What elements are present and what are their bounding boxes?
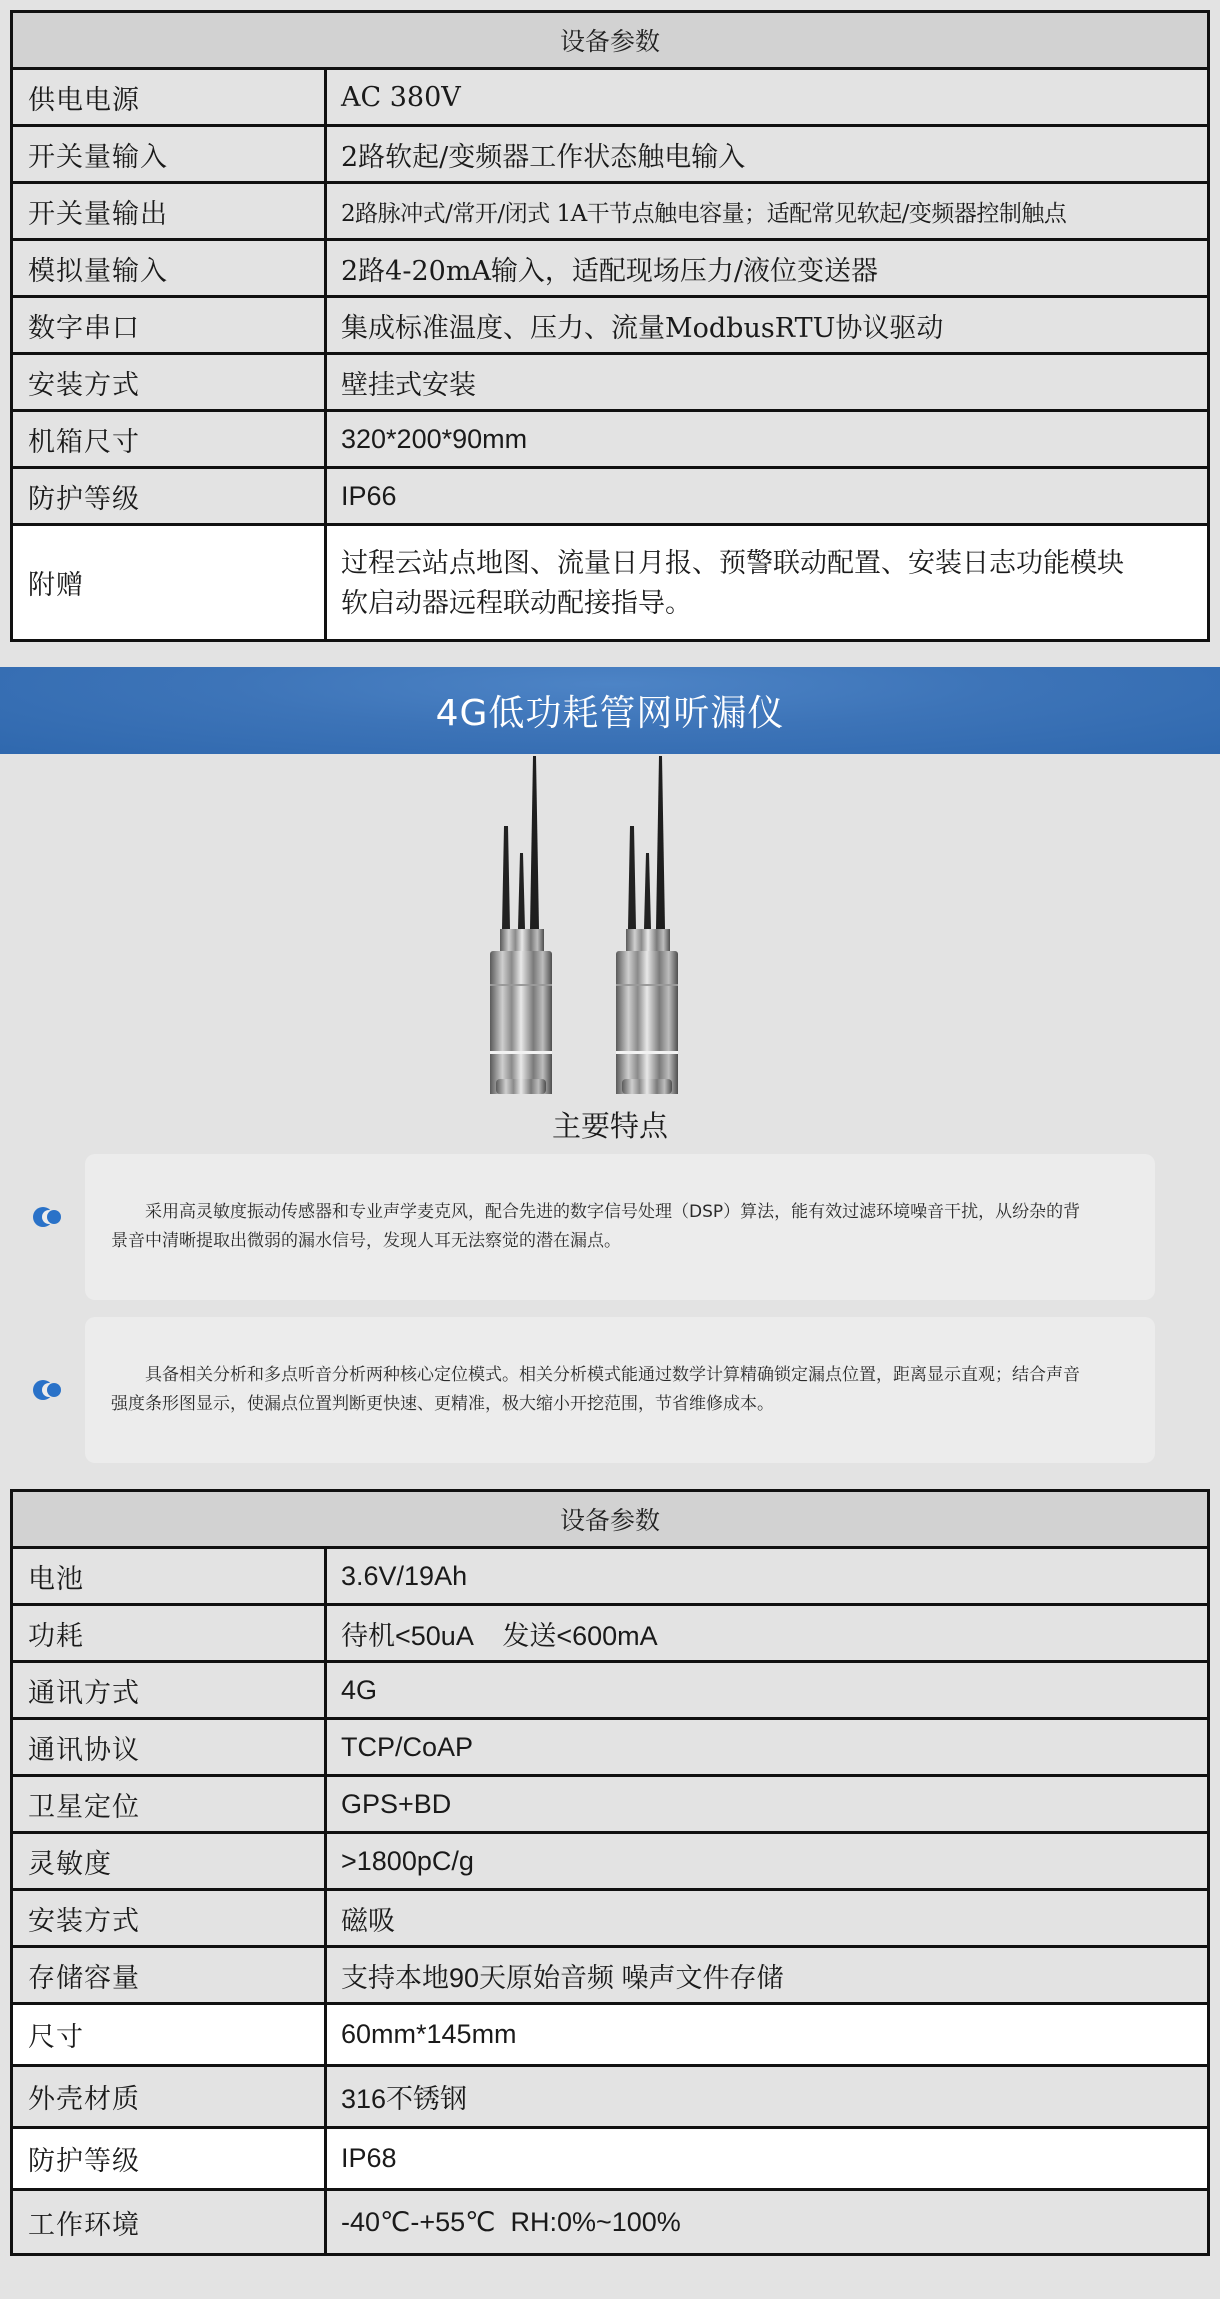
table-row <box>13 355 1207 412</box>
feature-text: 采用高灵敏度振动传感器和专业声学麦克风，配合先进的数字信号处理（DSP）算法，能有效过滤环境噪音干扰，从纷杂的背景音中清晰提取出微弱的漏水信号，发现人耳无法察觉的潜在漏点。 <box>111 1202 1081 1251</box>
table-row <box>13 1948 1207 2005</box>
row-label: 开关量输入 <box>13 127 327 181</box>
row-value: 2路4-20mA输入，适配现场压力/液位变送器 <box>341 255 879 287</box>
table-row <box>13 2191 1207 2253</box>
row-value: 磁吸 <box>341 1905 395 1936</box>
row-label: 通讯协议 <box>13 1720 327 1774</box>
row-value: 60mm*145mm <box>341 2019 517 2049</box>
table-row <box>13 526 1207 639</box>
row-label: 功耗 <box>13 1606 327 1660</box>
table-row <box>13 241 1207 298</box>
row-label: 通讯方式 <box>13 1663 327 1717</box>
row-label: 外壳材质 <box>13 2067 327 2126</box>
row-label: 尺寸 <box>13 2005 327 2064</box>
table-row <box>13 2005 1207 2067</box>
table-row <box>13 469 1207 526</box>
table-row <box>13 1549 1207 1606</box>
table-row <box>13 70 1207 127</box>
value-line: 过程云站点地图、流量日月报、预警联动配置、安装日志功能模块 <box>341 547 1124 578</box>
features-title: 主要特点 <box>551 1109 668 1143</box>
row-value: TCP/CoAP <box>341 1731 474 1762</box>
row-value: 3.6V/19Ah <box>341 1560 468 1591</box>
table-header: 设备参数 <box>13 1492 1207 1549</box>
row-value: 4G <box>341 1674 378 1705</box>
table-row <box>13 184 1207 241</box>
row-label: 电池 <box>13 1549 327 1603</box>
feature-text: 具备相关分析和多点听音分析两种核心定位模式。相关分析模式能通过数学计算精确锁定漏点位置，距离显示直观；结合声音强度条形图显示，使漏点位置判断更快速、更精准，极大缩小开挖范围，节省维修成本。 <box>111 1365 1080 1414</box>
row-label: 模拟量输入 <box>13 241 327 295</box>
feature-card <box>85 1317 1155 1463</box>
banner-title: 4G低功耗管网听漏仪 <box>435 693 785 734</box>
section-banner <box>0 667 1220 754</box>
row-label: 存储容量 <box>13 1948 327 2002</box>
row-value <box>327 526 1207 639</box>
row-value: 壁挂式安装 <box>341 369 476 401</box>
table-row <box>13 1720 1207 1777</box>
row-value: 待机<50uA 发送<600mA <box>341 1620 658 1651</box>
table-row <box>13 1777 1207 1834</box>
row-value: 2路软起/变频器工作状态触电输入 <box>341 141 746 173</box>
row-value: 320*200*90mm <box>341 423 528 454</box>
table-row <box>13 127 1207 184</box>
row-label: 卫星定位 <box>13 1777 327 1831</box>
row-label: 灵敏度 <box>13 1834 327 1888</box>
row-label: 工作环境 <box>13 2191 327 2253</box>
blue-dot-icon <box>32 1205 64 1229</box>
table-row <box>13 1606 1207 1663</box>
table-row <box>13 298 1207 355</box>
spec-table-controller <box>10 10 1210 642</box>
row-label: 安装方式 <box>13 355 327 409</box>
blue-dot-icon <box>32 1378 64 1402</box>
row-label: 开关量输出 <box>13 184 327 238</box>
row-value: AC 380V <box>341 81 461 113</box>
row-value: -40℃-+55℃ RH:0%~100% <box>341 2206 681 2237</box>
value-line: 软启动器远程联动配接指导。 <box>341 587 692 618</box>
row-label: 供电电源 <box>13 70 327 124</box>
table-row <box>13 1891 1207 1948</box>
table-row <box>13 1663 1207 1720</box>
row-value: 支持本地90天原始音频 噪声文件存储 <box>341 1962 784 1993</box>
feature-card <box>85 1154 1155 1300</box>
row-label: 附赠 <box>13 526 327 639</box>
row-label: 机箱尺寸 <box>13 412 327 466</box>
row-value: >1800pC/g <box>341 1845 474 1876</box>
row-label: 防护等级 <box>13 469 327 523</box>
leak-detector-device-icon <box>480 754 570 1094</box>
leak-detector-device-icon <box>606 754 696 1094</box>
row-value: 集成标准温度、压力、流量ModbusRTU协议驱动 <box>341 312 944 344</box>
row-value: IP66 <box>341 480 397 511</box>
table-row <box>13 1834 1207 1891</box>
row-value: 2路脉冲式/常开/闭式 1A干节点触电容量；适配常见软起/变频器控制触点 <box>341 200 1067 227</box>
table-row <box>13 412 1207 469</box>
product-image <box>0 754 1220 1094</box>
row-value: 316不锈钢 <box>341 2084 468 2114</box>
row-label: 安装方式 <box>13 1891 327 1945</box>
table-row <box>13 2067 1207 2129</box>
row-value: IP68 <box>341 2143 397 2173</box>
row-label: 数字串口 <box>13 298 327 352</box>
row-label: 防护等级 <box>13 2129 327 2188</box>
spec-table-leak-detector <box>10 1489 1210 2256</box>
table-row <box>13 2129 1207 2191</box>
row-value: GPS+BD <box>341 1788 452 1819</box>
table-header: 设备参数 <box>13 13 1207 70</box>
